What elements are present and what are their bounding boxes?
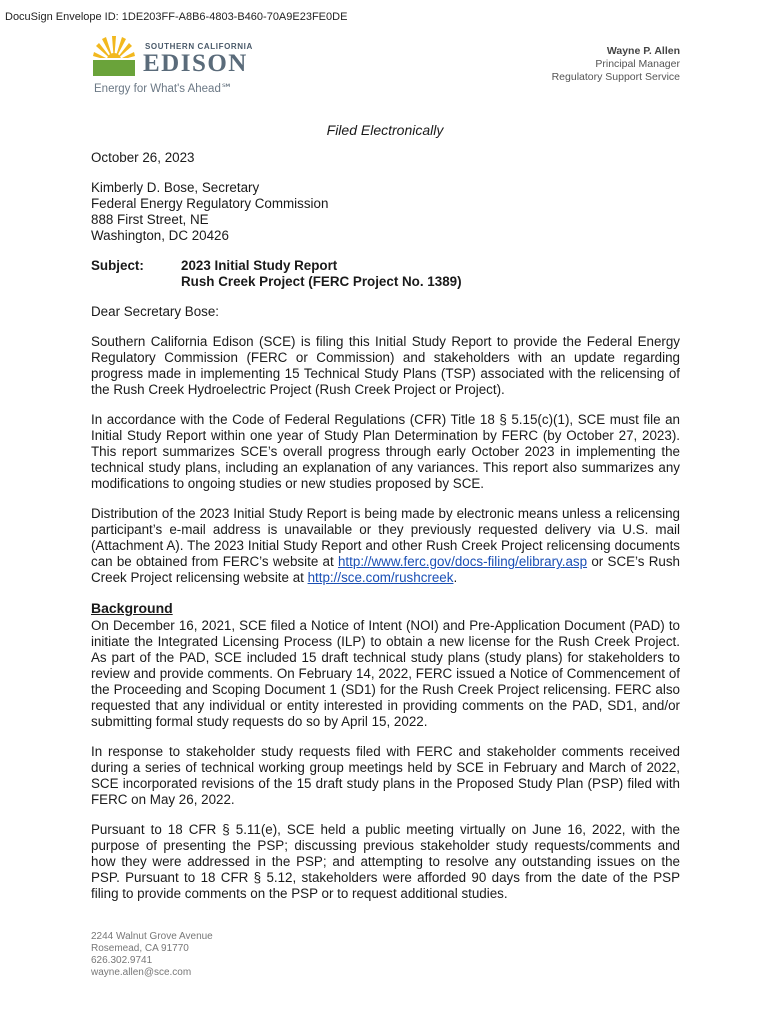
sender-name: Wayne P. Allen: [606, 45, 680, 57]
paragraph: Southern California Edison (SCE) is filing this Initial Study Report to provide the Federal Energy Regulatory Commission (FERC or Commission) and stakeholders with an update regarding progress made in implementing 15 Technical Study Plans (TSP) associated with the relicensing of the Rush Creek Hydroelectric Project (Rush Creek Project or Project).: [91, 334, 680, 397]
subject-block: [91, 258, 680, 290]
footer-street: 2244 Walnut Grove Avenue: [91, 931, 213, 942]
background-heading: Background: [91, 600, 173, 616]
paragraph-distribution: [91, 506, 680, 586]
letter-date: October 26, 2023: [91, 150, 195, 165]
sce-logo: [93, 34, 253, 96]
paragraph: In response to stakeholder study requests filed with FERC and stakeholder comments received during a series of technical working group meetings held by SCE in February and March of 2022, SCE incorporated revisions of the 15 draft study plans in the Proposed Study Plan (PSP) filed with FERC on May 26, 2022.: [91, 744, 680, 807]
address-line: 888 First Street, NE: [91, 212, 209, 227]
address-line: Washington, DC 20426: [91, 228, 229, 243]
paragraph-text: Distribution of the 2023 Initial Study Report is being made by electronic means unless a relicensing participant’s e-mail address is unavailable or they previously requested delivery via U.S. mail (Attachment A). The 2023 Initial Study Report and other Rush Creek Project relicensing documents can be obtained from FERC’s website at: [91, 506, 680, 569]
logo-tagline: Energy for What's Ahead℠: [94, 83, 233, 95]
paragraph: In accordance with the Code of Federal Regulations (CFR) Title 18 § 5.15(c)(1), SCE must file an Initial Study Report within one year of Study Plan Determination by FERC (by October 27, 2023). This report summarizes SCE’s overall progress through early October 2023 in implementing the technical study plans, including an explanation of any variances. This report also summarizes any modifications to ongoing studies or new studies proposed by SCE.: [91, 412, 680, 491]
sce-rushcreek-link[interactable]: http://sce.com/rushcreek: [307, 570, 454, 585]
footer-city: Rosemead, CA 91770: [91, 943, 189, 954]
sce-sun-logo-icon: [93, 34, 135, 76]
letter-body: [91, 150, 680, 916]
logo-company-name: EDISON: [143, 50, 248, 77]
footer-contact: [91, 931, 213, 979]
recipient-address: [91, 180, 680, 244]
paragraph: Pursuant to 18 CFR § 5.11(e), SCE held a public meeting virtually on June 16, 2022, with the purpose of presenting the PSP; discussing previous stakeholder study requests/comments and how they were addressed in the PSP; and attempting to resolve any outstanding issues on the PSP. Pursuant to 18 CFR § 5.12, stakeholders were afforded 90 days from the date of the PSP filing to provide comments on the PSP or to request additional studies.: [91, 822, 680, 901]
sender-title: Principal Manager: [595, 58, 680, 70]
salutation: Dear Secretary Bose:: [91, 304, 220, 319]
address-line: Kimberly D. Bose, Secretary: [91, 180, 260, 195]
subject-line: Rush Creek Project (FERC Project No. 1389): [181, 274, 462, 289]
footer-phone: 626.302.9741: [91, 955, 153, 966]
address-line: Federal Energy Regulatory Commission: [91, 196, 329, 211]
logo-company-small: SOUTHERN CALIFORNIA: [145, 42, 253, 51]
filed-electronically: Filed Electronically: [326, 122, 444, 138]
paragraph-text: .: [453, 570, 458, 585]
ferc-elibrary-link[interactable]: http://www.ferc.gov/docs-filing/elibrary.asp: [337, 554, 588, 569]
sender-block: [552, 45, 680, 84]
sender-department: Regulatory Support Service: [551, 71, 680, 83]
subject-label: Subject:: [91, 258, 144, 273]
subject-line: 2023 Initial Study Report: [181, 258, 338, 273]
footer-email: wayne.allen@sce.com: [91, 967, 192, 978]
paragraph-text: or SCE’s Rush Creek Project relicensing website at: [91, 554, 680, 585]
docusign-envelope-id: DocuSign Envelope ID: 1DE203FF-A8B6-4803-B460-70A9E23FE0DE: [5, 11, 348, 23]
paragraph: On December 16, 2021, SCE filed a Notice of Intent (NOI) and Pre-Application Document (PAD) to initiate the Integrated Licensing Process (ILP) to obtain a new license for the Rush Creek Project. As part of the PAD, SCE included 15 draft technical study plans (study plans) for stakeholders to review and provide comments. On February 14, 2022, FERC issued a Notice of Commencement of the Proceeding and Scoping Document 1 (SD1) for the Rush Creek Project relicensing. FERC also requested that any individual or entity interested in providing comments on the PAD, SD1, and/or submitting formal study requests do so by April 15, 2022.: [91, 618, 680, 729]
